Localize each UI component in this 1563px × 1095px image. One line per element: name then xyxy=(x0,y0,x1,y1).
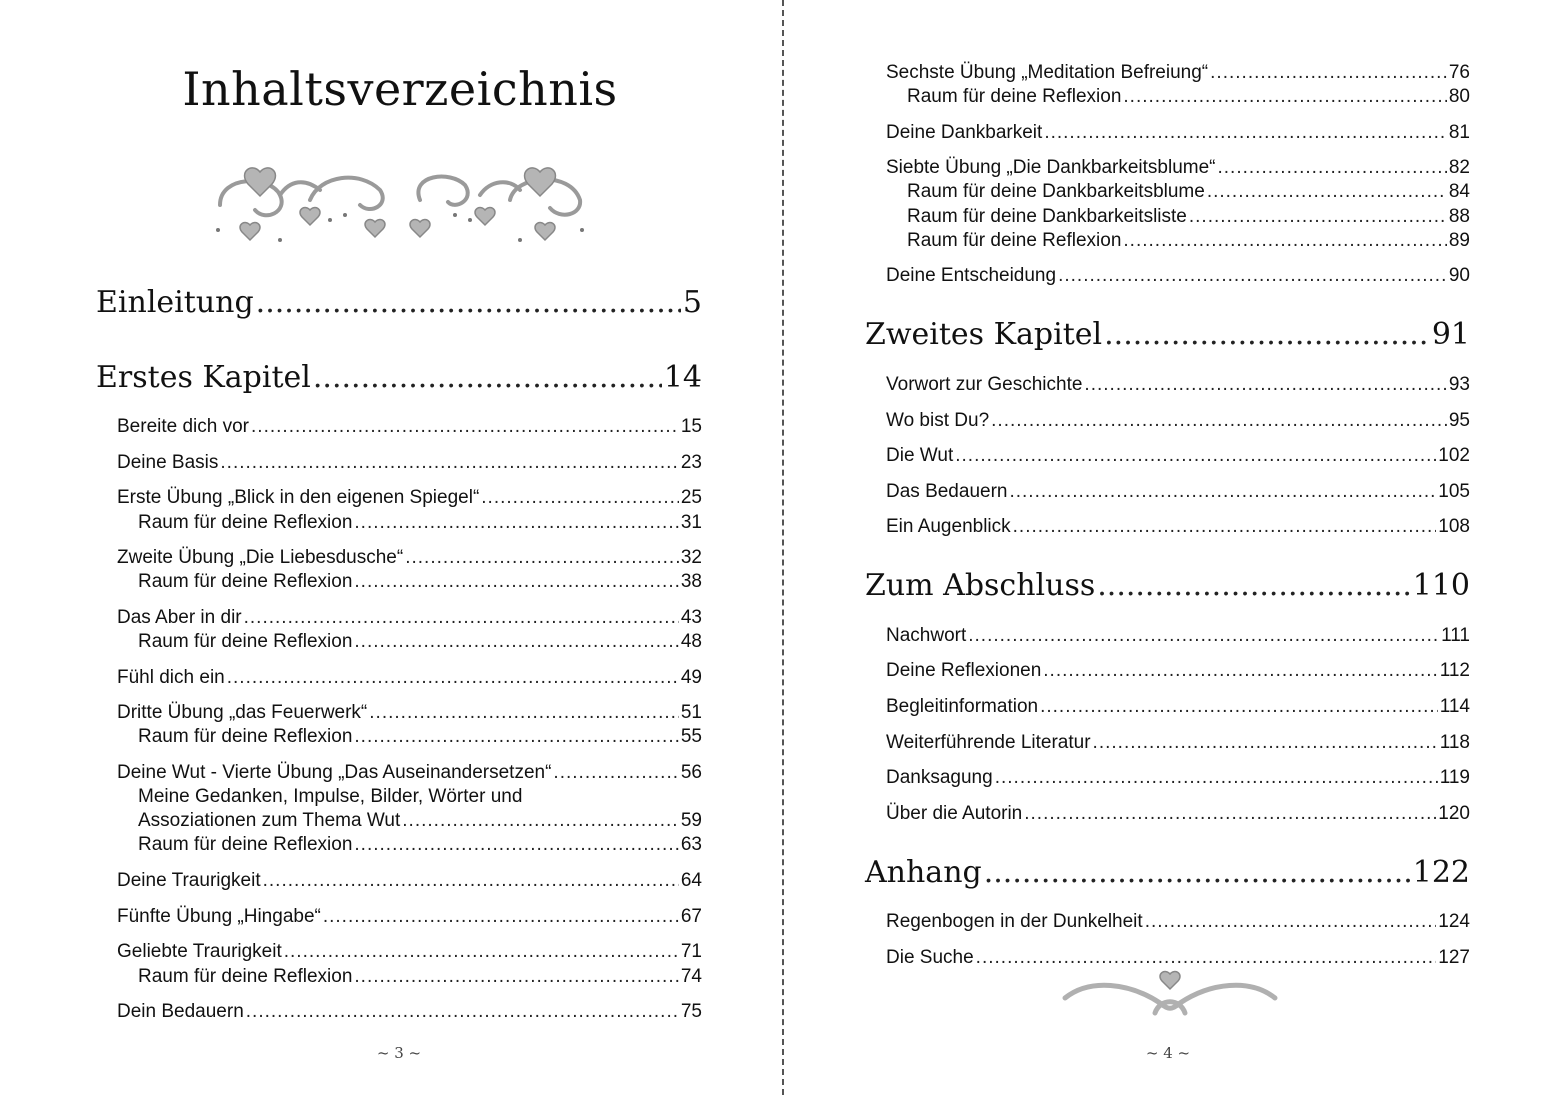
toc-entry-page: 111 xyxy=(1441,625,1470,646)
toc-entry-page: 90 xyxy=(1448,265,1470,286)
toc-entry-page: 48 xyxy=(680,631,702,652)
toc-entry-page: 119 xyxy=(1439,767,1470,788)
dot-leader xyxy=(402,810,679,832)
toc-entry[interactable] xyxy=(117,941,702,963)
dot-leader xyxy=(1093,732,1438,754)
dot-leader xyxy=(1013,516,1437,538)
dot-leader xyxy=(553,762,678,784)
toc-entry[interactable] xyxy=(117,416,702,438)
toc-subentry[interactable] xyxy=(138,631,702,653)
toc-subentry[interactable] xyxy=(907,181,1470,203)
dot-leader xyxy=(369,702,679,724)
toc-entry-label: Siebte Übung „Die Dankbarkeitsblume“ xyxy=(886,157,1216,178)
toc-entry-page: 84 xyxy=(1448,181,1470,202)
toc-entry[interactable] xyxy=(886,62,1470,84)
toc-subentry[interactable] xyxy=(138,726,702,748)
dot-leader xyxy=(354,966,678,988)
toc-entry-label: Einleitung xyxy=(96,285,254,320)
chapter-heading[interactable] xyxy=(865,855,1470,890)
toc-entry-label: Raum für deine Reflexion xyxy=(138,966,353,987)
toc-entry-label: Das Aber in dir xyxy=(117,607,242,628)
dot-leader xyxy=(1024,803,1436,825)
toc-entry-label: Zweites Kapitel xyxy=(865,317,1103,352)
toc-subentry[interactable] xyxy=(138,966,702,988)
toc-entry-label: Fünfte Übung „Hingabe“ xyxy=(117,906,321,927)
toc-entry-page: 25 xyxy=(680,487,702,508)
toc-entry-label: Deine Basis xyxy=(117,452,219,473)
toc-entry-label: Raum für deine Reflexion xyxy=(138,834,353,855)
toc-entry-label: Vorwort zur Geschichte xyxy=(886,374,1083,395)
toc-entry-page: 63 xyxy=(680,834,702,855)
toc-entry-label: Ein Augenblick xyxy=(886,516,1011,537)
toc-entry-label: Deine Reflexionen xyxy=(886,660,1042,681)
toc-entry-page: 88 xyxy=(1448,206,1470,227)
dot-leader xyxy=(1043,660,1437,682)
toc-entry-page: 31 xyxy=(680,512,702,533)
toc-entry-page: 82 xyxy=(1448,157,1470,178)
toc-entry-label: Wo bist Du? xyxy=(886,410,990,431)
toc-entry[interactable] xyxy=(886,481,1470,503)
dot-leader xyxy=(251,416,679,438)
toc-entry-page: 124 xyxy=(1438,911,1470,932)
chapter-heading[interactable] xyxy=(96,360,702,395)
dot-leader xyxy=(323,906,679,928)
dot-leader xyxy=(481,487,679,509)
toc-entry-page: 56 xyxy=(680,762,702,783)
toc-entry-label: Regenbogen in der Dunkelheit xyxy=(886,911,1143,932)
chapter-heading[interactable] xyxy=(865,568,1470,603)
toc-entry-label: Erstes Kapitel xyxy=(96,360,311,395)
toc-entry-page: 93 xyxy=(1448,374,1470,395)
chapter-heading[interactable] xyxy=(96,285,702,320)
chapter-heading[interactable] xyxy=(865,317,1470,352)
toc-entry[interactable] xyxy=(117,607,702,629)
toc-entry[interactable] xyxy=(886,265,1470,287)
dot-leader xyxy=(1145,911,1437,933)
toc-entry-page: 95 xyxy=(1448,410,1470,431)
toc-entry-label: Die Suche xyxy=(886,947,974,968)
toc-entry-page: 81 xyxy=(1448,122,1470,143)
dot-leader xyxy=(1097,568,1410,603)
toc-entry-page: 67 xyxy=(680,906,702,927)
dot-leader xyxy=(246,1001,679,1023)
toc-entry-page: 122 xyxy=(1412,855,1470,890)
toc-subentry[interactable] xyxy=(138,810,702,832)
toc-entry-page: 80 xyxy=(1448,86,1470,107)
toc-entry-label: Bereite dich vor xyxy=(117,416,250,437)
toc-entry[interactable] xyxy=(886,625,1470,647)
toc-entry[interactable] xyxy=(886,803,1470,825)
toc-subentry[interactable] xyxy=(138,571,702,593)
toc-entry-label: Raum für deine Reflexion xyxy=(138,726,353,747)
toc-entry-label: Das Bedauern xyxy=(886,481,1008,502)
toc-entry-label: Anhang xyxy=(865,855,982,890)
toc-entry-page: 43 xyxy=(680,607,702,628)
dot-leader xyxy=(1058,265,1447,287)
toc-subentry[interactable] xyxy=(907,206,1470,228)
dot-leader xyxy=(968,625,1439,647)
toc-entry-label: Raum für deine Dankbarkeitsblume xyxy=(907,181,1205,202)
toc-entry-label: Deine Traurigkeit xyxy=(117,870,261,891)
dot-leader xyxy=(1104,317,1430,352)
dot-leader xyxy=(244,607,679,629)
dot-leader xyxy=(354,571,678,593)
dot-leader xyxy=(976,947,1437,969)
toc-entry-label: Raum für deine Reflexion xyxy=(138,631,353,652)
toc-entry[interactable] xyxy=(117,547,702,569)
toc-entry-label: Raum für deine Reflexion xyxy=(907,230,1122,251)
dot-leader xyxy=(984,855,1411,890)
toc-subentry[interactable] xyxy=(138,834,702,856)
dot-leader xyxy=(220,452,678,474)
dot-leader xyxy=(1189,206,1447,228)
toc-entry-page: 74 xyxy=(680,966,702,987)
toc-entry[interactable] xyxy=(886,732,1470,754)
dot-leader xyxy=(263,870,679,892)
heart-ribbon-ornament-icon xyxy=(1060,968,1280,1028)
toc-entry-page: 71 xyxy=(680,941,702,962)
dot-leader xyxy=(995,767,1438,789)
toc-entry[interactable] xyxy=(117,667,702,689)
toc-entry-page: 59 xyxy=(680,810,702,831)
toc-entry[interactable] xyxy=(886,374,1470,396)
toc-subentry[interactable] xyxy=(138,512,702,534)
dot-leader xyxy=(354,631,678,653)
toc-entry[interactable] xyxy=(886,911,1470,933)
toc-entry-label: Zweite Übung „Die Liebesdusche“ xyxy=(117,547,404,568)
toc-entry-page: 64 xyxy=(680,870,702,891)
toc-entry[interactable] xyxy=(117,906,702,928)
dot-leader xyxy=(1210,62,1447,84)
dot-leader xyxy=(1207,181,1447,203)
toc-entry-page: 49 xyxy=(680,667,702,688)
toc-entry[interactable] xyxy=(886,516,1470,538)
toc-entry-page: 89 xyxy=(1448,230,1470,251)
toc-entry-label: Raum für deine Dankbarkeitsliste xyxy=(907,206,1187,227)
toc-entry[interactable] xyxy=(117,487,702,509)
dot-leader xyxy=(405,547,679,569)
toc-entry-label: Dein Bedauern xyxy=(117,1001,244,1022)
toc-entry[interactable] xyxy=(886,122,1470,144)
toc-entry-page: 112 xyxy=(1439,660,1470,681)
toc-entry-page: 38 xyxy=(680,571,702,592)
toc-entry-label: Raum für deine Reflexion xyxy=(138,512,353,533)
dot-leader xyxy=(354,726,678,748)
toc-subentry[interactable] xyxy=(907,230,1470,252)
dot-leader xyxy=(955,445,1436,467)
toc-entry[interactable] xyxy=(886,660,1470,682)
dot-leader xyxy=(1218,157,1447,179)
toc-entry-continued: Meine Gedanken, Impulse, Bilder, Wörter und xyxy=(138,786,523,807)
toc-entry-page: 32 xyxy=(680,547,702,568)
page-number-right: ~ 4 ~ xyxy=(1145,1044,1191,1062)
page-number-left: ~ 3 ~ xyxy=(376,1044,422,1062)
dot-leader xyxy=(1123,86,1446,108)
dot-leader xyxy=(354,834,678,856)
toc-entry-label: Zum Abschluss xyxy=(865,568,1096,603)
toc-entry[interactable] xyxy=(117,702,702,724)
toc-title: Inhaltsverzeichnis xyxy=(182,62,618,116)
toc-entry-label: Dritte Übung „das Feuerwerk“ xyxy=(117,702,368,723)
dot-leader xyxy=(1084,374,1446,396)
dot-leader xyxy=(1009,481,1436,503)
toc-entry-page: 102 xyxy=(1438,445,1470,466)
dot-leader xyxy=(284,941,679,963)
toc-entry-label: Weiterführende Literatur xyxy=(886,732,1091,753)
toc-entry-label: Sechste Übung „Meditation Befreiung“ xyxy=(886,62,1209,83)
toc-entry-label: Raum für deine Reflexion xyxy=(138,571,353,592)
toc-entry-label: Deine Wut - Vierte Übung „Das Auseinandersetzen“ xyxy=(117,762,552,783)
toc-subentry[interactable] xyxy=(907,86,1470,108)
dot-leader xyxy=(354,512,678,534)
dot-leader xyxy=(1044,122,1447,144)
toc-entry[interactable] xyxy=(886,947,1470,969)
toc-entry-page: 114 xyxy=(1439,696,1470,717)
toc-entry-page: 5 xyxy=(682,285,702,320)
toc-entry-label: Nachwort xyxy=(886,625,967,646)
toc-entry-page: 118 xyxy=(1439,732,1470,753)
toc-entry-page: 76 xyxy=(1448,62,1470,83)
toc-entry-page: 120 xyxy=(1438,803,1470,824)
toc-entry-page: 14 xyxy=(663,360,702,395)
dot-leader xyxy=(1040,696,1438,718)
toc-entry[interactable] xyxy=(886,410,1470,432)
toc-entry-label: Geliebte Traurigkeit xyxy=(117,941,282,962)
toc-entry-page: 15 xyxy=(680,416,702,437)
dot-leader xyxy=(313,360,662,395)
toc-entry-label: Fühl dich ein xyxy=(117,667,225,688)
toc-entry-label: Danksagung xyxy=(886,767,993,788)
toc-entry-page: 91 xyxy=(1431,317,1470,352)
dot-leader xyxy=(256,285,681,320)
toc-entry[interactable] xyxy=(117,870,702,892)
toc-entry-label: Deine Dankbarkeit xyxy=(886,122,1043,143)
toc-entry-page: 75 xyxy=(680,1001,702,1022)
toc-entry[interactable] xyxy=(886,445,1470,467)
toc-entry-label: Assoziationen zum Thema Wut xyxy=(138,810,401,831)
toc-entry[interactable] xyxy=(886,157,1470,179)
toc-entry-page: 55 xyxy=(680,726,702,747)
dot-leader xyxy=(991,410,1447,432)
dot-leader xyxy=(1123,230,1446,252)
toc-entry-page: 110 xyxy=(1412,568,1470,603)
toc-entry[interactable] xyxy=(886,767,1470,789)
toc-entry[interactable] xyxy=(117,1001,702,1023)
heart-swirl-ornament-icon xyxy=(210,160,590,250)
toc-entry-label: Die Wut xyxy=(886,445,954,466)
toc-entry[interactable] xyxy=(117,452,702,474)
toc-entry-label: Über die Autorin xyxy=(886,803,1023,824)
toc-entry[interactable] xyxy=(886,696,1470,718)
toc-entry-page: 105 xyxy=(1438,481,1470,502)
toc-entry-page: 127 xyxy=(1438,947,1470,968)
toc-entry-page: 108 xyxy=(1438,516,1470,537)
toc-entry-label: Raum für deine Reflexion xyxy=(907,86,1122,107)
toc-entry-label: Begleitinformation xyxy=(886,696,1039,717)
toc-entry-label: Erste Übung „Blick in den eigenen Spiegel“ xyxy=(117,487,480,508)
dot-leader xyxy=(227,667,679,689)
toc-entry-page: 23 xyxy=(680,452,702,473)
toc-entry[interactable] xyxy=(117,762,702,784)
toc-entry-label: Deine Entscheidung xyxy=(886,265,1057,286)
page-divider xyxy=(782,0,784,1095)
toc-entry-page: 51 xyxy=(680,702,702,723)
